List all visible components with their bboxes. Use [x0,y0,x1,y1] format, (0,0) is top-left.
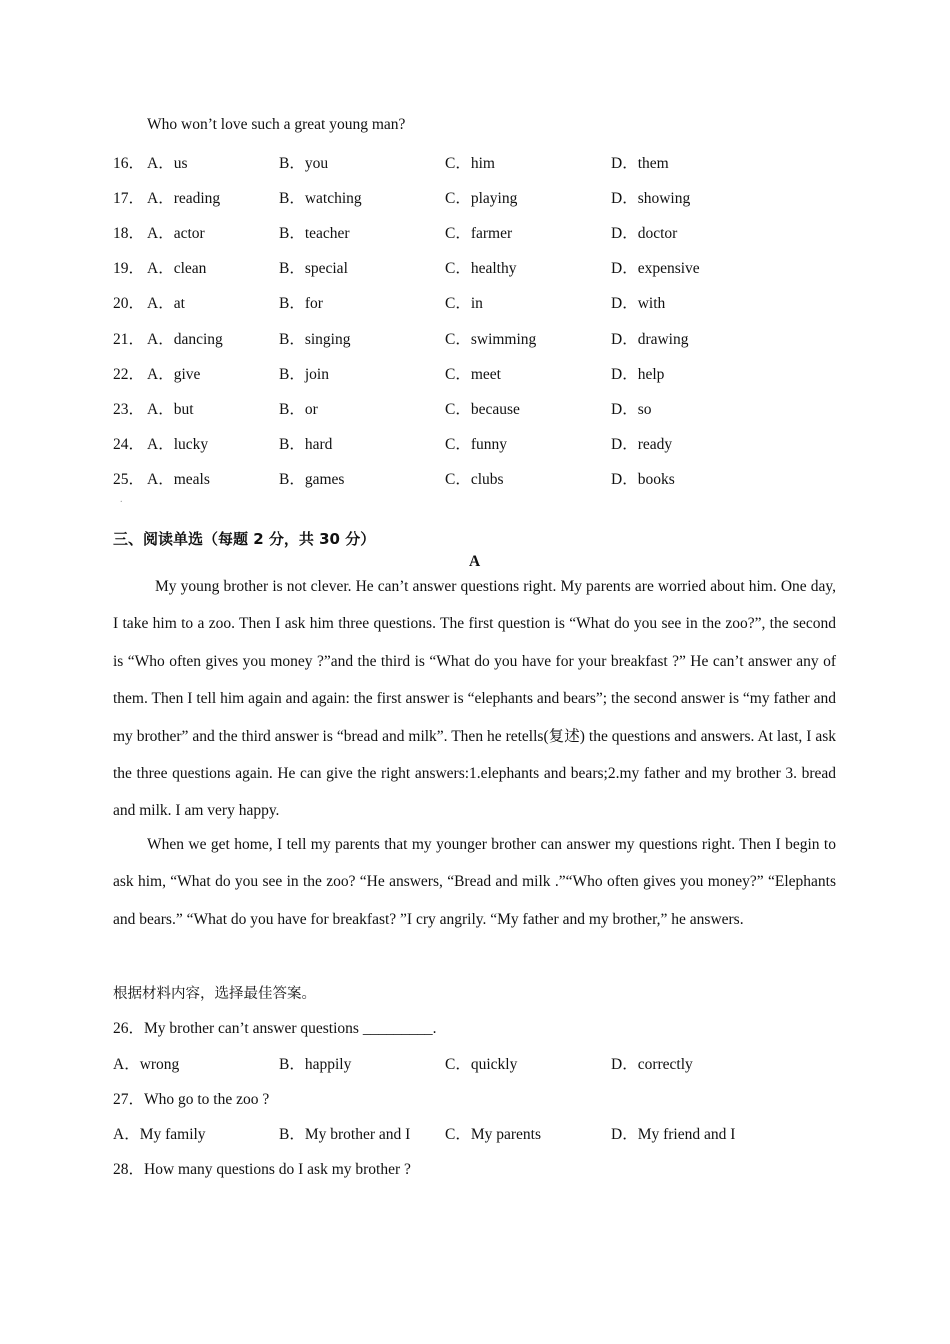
option-d[interactable]: D．books [611,471,675,488]
section-heading: 三、阅读单选（每题 2 分，共 30 分） [113,530,376,548]
paragraph-mark: . [120,494,123,505]
cloze-row [113,327,853,349]
option-c[interactable]: C．him [445,155,495,172]
question-number: 24． [113,436,145,453]
option-b[interactable]: B．for [279,295,323,312]
option-a[interactable]: A．lucky [147,436,209,453]
option-d[interactable]: D．showing [611,190,691,207]
question-number: 25． [113,471,145,488]
question-number: 17． [113,190,145,207]
cloze-row [113,151,853,173]
cloze-row [113,397,853,419]
option-d[interactable]: D．expensive [611,260,700,277]
option-b[interactable]: B．special [279,260,348,277]
option-d[interactable]: D．ready [611,436,673,453]
passage-paragraph-2: When we get home, I tell my parents that my younger brother can answer my questions right. Then I begin to ask him, “What do you see in the zoo? “He answers, “Bread and milk .”“Who often gives you money?” “Elephants and bears.” “What do you have for breakfast? ”I cry angrily. “My father and my brother,” he answers. [113,836,836,928]
question-number: 21． [113,331,145,348]
option-d[interactable]: D．My friend and I [611,1126,736,1143]
question-27: 27．Who go to the zoo ? [113,1091,270,1108]
cloze-row [113,291,853,313]
option-c[interactable]: C．clubs [445,471,504,488]
cloze-row [113,186,853,208]
option-a[interactable]: A．us [147,155,188,172]
passage-title: A [469,553,481,570]
option-a[interactable]: A．reading [147,190,221,207]
cloze-row [113,221,853,243]
option-b[interactable]: B．hard [279,436,333,453]
option-c[interactable]: C．because [445,401,520,418]
option-b[interactable]: B．join [279,366,329,383]
option-b[interactable]: B．My brother and I [279,1126,411,1143]
option-d[interactable]: D．help [611,366,665,383]
question-28: 28．How many questions do I ask my brother ? [113,1161,411,1178]
option-d[interactable]: D．doctor [611,225,678,242]
option-b[interactable]: B．happily [279,1056,352,1073]
question-26-options [113,1052,853,1074]
option-b[interactable]: B．watching [279,190,362,207]
option-d[interactable]: D．them [611,155,669,172]
cloze-row [113,256,853,278]
option-a[interactable]: A．at [147,295,185,312]
instruction: 根据材料内容，选择最佳答案。 [113,986,316,1002]
option-c[interactable]: C．quickly [445,1056,518,1073]
option-a[interactable]: A．give [147,366,201,383]
option-d[interactable]: D．correctly [611,1056,693,1073]
option-c[interactable]: C．in [445,295,483,312]
option-b[interactable]: B．you [279,155,329,172]
option-d[interactable]: D．drawing [611,331,689,348]
option-a[interactable]: A．clean [147,260,207,277]
cloze-row [113,432,853,454]
question-number: 23． [113,401,145,418]
option-a[interactable]: A．dancing [147,331,223,348]
option-c[interactable]: C．meet [445,366,501,383]
question-number: 18． [113,225,145,242]
cloze-row [113,467,853,489]
question-number: 20． [113,295,145,312]
option-c[interactable]: C．healthy [445,260,517,277]
question-27-options [113,1122,853,1144]
question-number: 16． [113,155,145,172]
option-c[interactable]: C．playing [445,190,518,207]
option-a[interactable]: A．but [147,401,194,418]
option-c[interactable]: C．funny [445,436,508,453]
option-c[interactable]: C．farmer [445,225,513,242]
passage-paragraph-1: My young brother is not clever. He can’t answer questions right. My parents are worried about him. One day, I take him to a zoo. Then I ask him three questions. The first question is “What do you see in the zoo?”, the second is “Who often gives you money ?”and the third is “What do you have for your breakfast ?” He can’t answer any of them. Then I tell him again and again: the first answer is “elephants and bears”; the second answer is “my father and my brother” and the third answer is “bread and milk”. Then he retells(复述) the questions and answers. At last, I ask the three questions again. He can give the right answers:1.elephants and bears;2.my father and my brother 3. bread and milk. I am very happy. [113,578,836,820]
option-b[interactable]: B．games [279,471,345,488]
cloze-row [113,362,853,384]
option-a[interactable]: A．wrong [113,1056,180,1073]
question-26: 26．My brother can’t answer questions _________. [113,1020,437,1037]
option-b[interactable]: B．or [279,401,318,418]
cloze-intro-line: Who won’t love such a great young man? [147,116,406,133]
option-c[interactable]: C．My parents [445,1126,542,1143]
option-b[interactable]: B．singing [279,331,351,348]
option-b[interactable]: B．teacher [279,225,350,242]
option-a[interactable]: A．actor [147,225,205,242]
option-a[interactable]: A．meals [147,471,210,488]
option-d[interactable]: D．with [611,295,666,312]
option-d[interactable]: D．so [611,401,652,418]
option-c[interactable]: C．swimming [445,331,537,348]
option-a[interactable]: A．My family [113,1126,206,1143]
question-number: 22． [113,366,145,383]
question-number: 19． [113,260,145,277]
